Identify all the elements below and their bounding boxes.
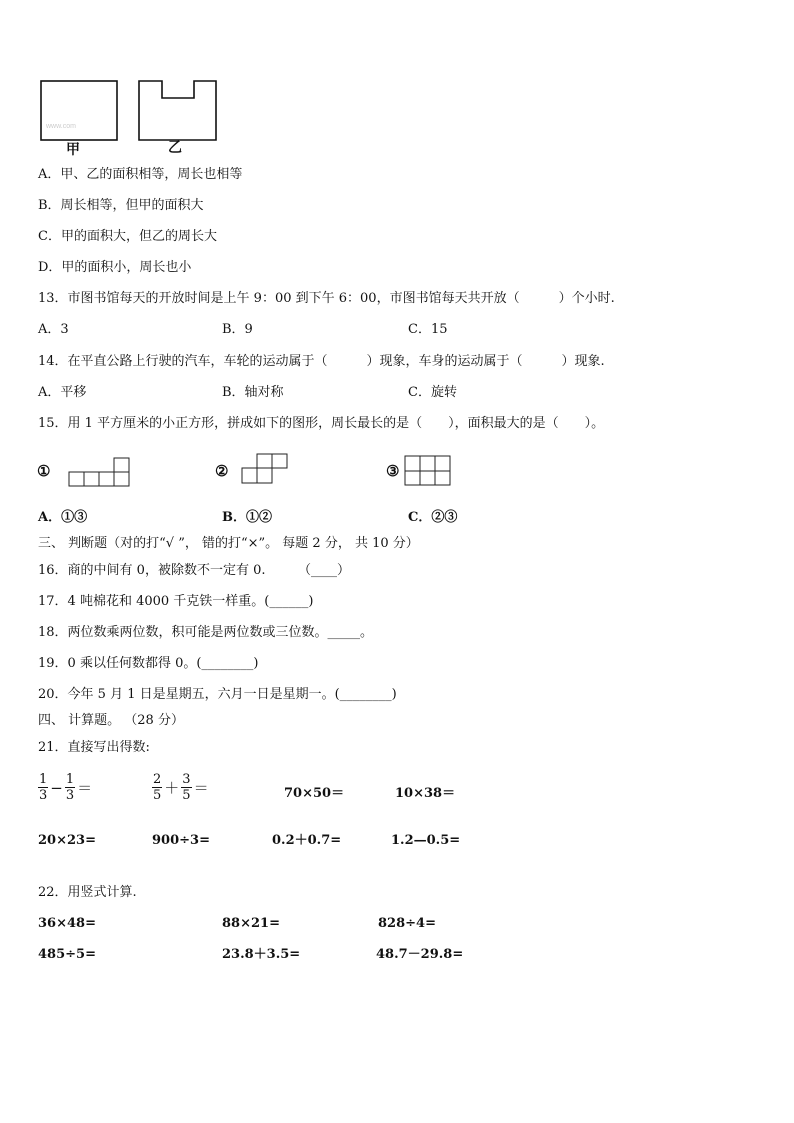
q21-fraction-expr-2: $\frac{2}{5}$ ＋ $\frac{3}{5}$ ＝ (153, 772, 209, 803)
q18: 18．两位数乘两位数，积可能是两位数或三位数。_____。 (38, 625, 374, 640)
figure-label-1: ① (37, 462, 51, 480)
q21-expr-3: 70×50＝ (284, 786, 345, 801)
shape-yi (139, 81, 216, 140)
q19: 19．0 乘以任何数都得 0。(________) (38, 656, 259, 671)
watermark: www.com (46, 123, 76, 130)
q22-expr-3: 828÷4= (378, 916, 436, 931)
q21-fraction-expr-1: $\frac{1}{3}$ − $\frac{1}{3}$ ＝ (39, 772, 93, 803)
fraction-a: $\frac{1}{3}$ (39, 772, 48, 803)
section-3-title: 三、 判断题（对的打“√ ”， 错的打“×”。 每题 2 分， 共 10 分） (38, 536, 419, 551)
q15-figure-3 (402, 453, 454, 489)
q15-stem: 15．用 1 平方厘米的小正方形，拼成如下的图形，周长最长的是（ ），面积最大的是（ ）。 (38, 416, 605, 431)
q22-expr-1: 36×48= (38, 916, 96, 931)
q15-figure-2 (240, 452, 290, 488)
q14-option-b: B．轴对称 (222, 385, 284, 400)
label-jia: 甲 (66, 142, 80, 158)
q15-option-b: B．①② (222, 510, 272, 525)
section-4-title: 四、 计算题。 （28 分） (38, 713, 184, 728)
q14-option-c: C．旋转 (408, 385, 457, 400)
q17: 17．4 吨棉花和 4000 千克铁一样重。(______) (38, 594, 314, 609)
fraction-b: $\frac{1}{3}$ (65, 772, 75, 803)
q12-option-c: C．甲的面积大，但乙的周长大 (38, 229, 217, 244)
q15-option-a: A．①③ (38, 510, 88, 525)
q21-expr-7: 0.2＋0.7= (272, 833, 342, 848)
q21-stem: 21．直接写出得数: (38, 740, 150, 755)
q13-option-a: A．3 (38, 322, 69, 337)
q21-expr-6: 900÷3= (152, 833, 210, 848)
q12-figure (36, 76, 226, 160)
figure-label-2: ② (215, 462, 229, 480)
q13-stem: 13．市图书馆每天的开放时间是上午 9：00 到下午 6：00，市图书馆每天共开放（ ）个小时. (38, 291, 615, 306)
shape-jia (41, 81, 117, 140)
q14-option-a: A．平移 (38, 385, 87, 400)
q16: 16．商的中间有 0，被除数不一定有 0. （____） (38, 563, 350, 578)
q22-expr-6: 48.7－29.8= (376, 947, 464, 962)
q21-expr-5: 20×23= (38, 833, 96, 848)
q15-figure-1 (66, 455, 134, 489)
fraction-b: $\frac{3}{5}$ (182, 772, 191, 803)
q13-option-c: C．15 (408, 322, 448, 337)
q12-option-d: D．甲的面积小，周长也小 (38, 260, 192, 275)
fraction-a: $\frac{2}{5}$ (153, 772, 162, 803)
q20: 20．今年 5 月 1 日是星期五，六月一日是星期一。(________) (38, 687, 397, 702)
q12-option-a: A．甲、乙的面积相等，周长也相等 (38, 167, 243, 182)
q21-expr-8: 1.2—0.5= (391, 833, 461, 848)
q15-option-c: C．②③ (408, 510, 458, 525)
q12-option-b: B．周长相等，但甲的面积大 (38, 198, 204, 213)
q14-stem: 14．在平直公路上行驶的汽车，车轮的运动属于（ ）现象，车身的运动属于（ ）现象. (38, 354, 605, 369)
q21-expr-4: 10×38＝ (395, 786, 456, 801)
q22-stem: 22．用竖式计算. (38, 885, 137, 900)
q22-expr-5: 23.8＋3.5= (222, 947, 301, 962)
q22-expr-4: 485÷5= (38, 947, 96, 962)
figure-label-3: ③ (386, 462, 400, 480)
q22-expr-2: 88×21= (222, 916, 280, 931)
label-yi: 乙 (168, 140, 182, 156)
q13-option-b: B．9 (222, 322, 253, 337)
